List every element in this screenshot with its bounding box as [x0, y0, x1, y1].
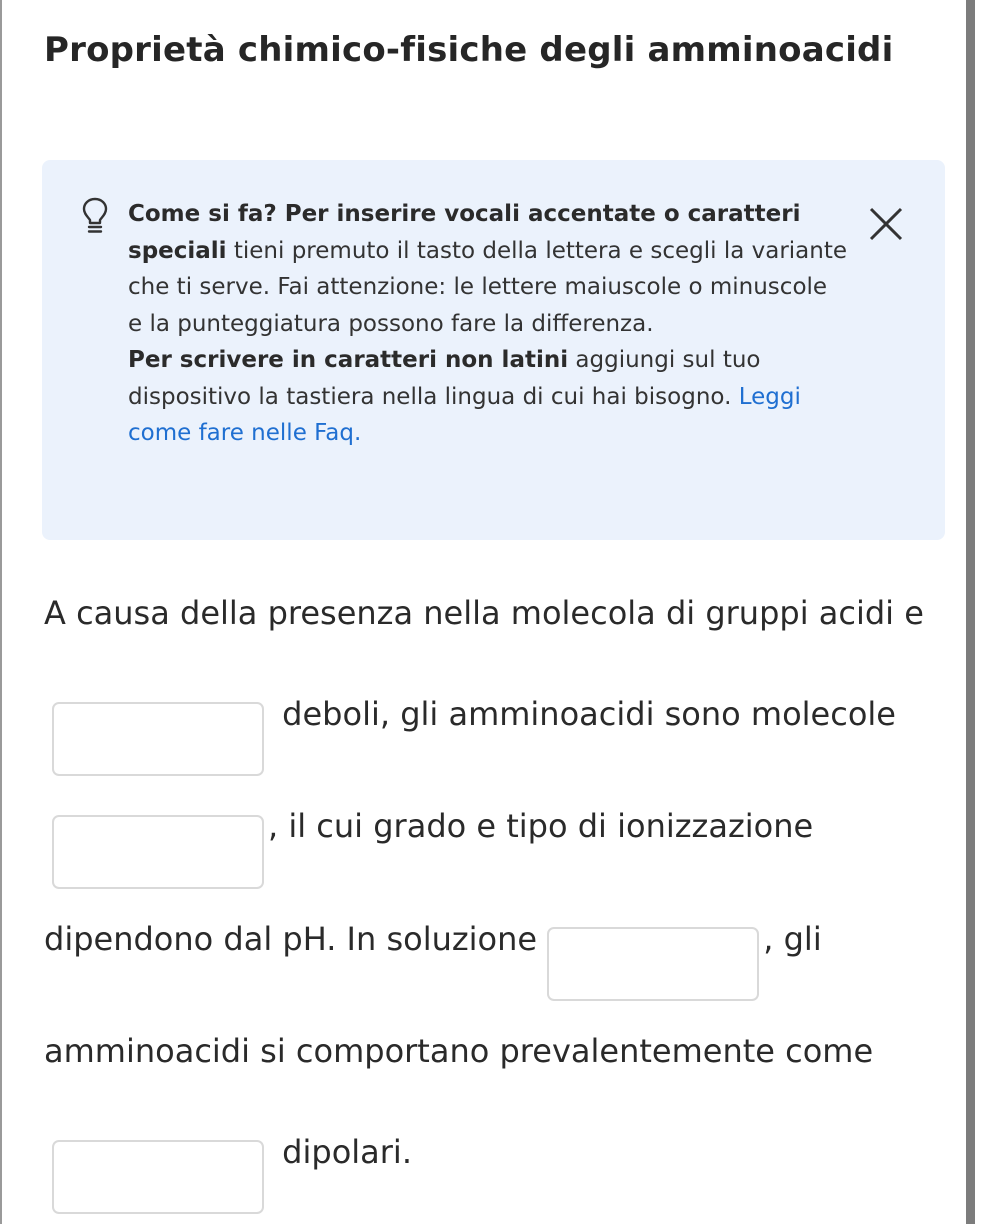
exercise-segment-4: , gli amminoacidi si comportano prevalentemente come: [44, 919, 874, 1070]
close-icon[interactable]: [862, 200, 910, 248]
faq-link[interactable]: Leggi come fare nelle Faq.: [128, 383, 801, 446]
exercise-text: [44, 563, 924, 1214]
exercise-segment-5: dipolari.: [272, 1132, 412, 1171]
page-title: Proprietà chimico-fisiche degli amminoacidi: [44, 30, 894, 70]
scrollbar[interactable]: [966, 0, 975, 1224]
lightbulb-icon: [80, 196, 110, 236]
tip-text: [128, 196, 848, 452]
exercise-segment-2: deboli, gli amminoacidi sono molecole: [272, 694, 896, 733]
exercise-segment-3: , il cui grado e tipo di ionizzazione dipendono dal pH. In soluzione: [44, 807, 814, 958]
blank-input-1[interactable]: [52, 702, 264, 776]
left-border: [0, 0, 2, 1224]
tip-heading: Come si fa? Per inserire vocali accentate o caratteri speciali: [128, 201, 801, 264]
tip-text-1: tieni premuto il tasto della lettera e scegli la variante che ti serve. Fai attenzione: le lettere maiuscole o minuscole e la punteggiatura possono fare la differenza.: [128, 237, 848, 337]
tip-bold-2: Per scrivere in caratteri non latini: [128, 347, 569, 373]
blank-input-3[interactable]: [547, 927, 759, 1001]
blank-input-2[interactable]: [52, 815, 264, 889]
tip-text-2: aggiungi sul tuo dispositivo la tastiera nella lingua di cui hai bisogno.: [128, 347, 761, 410]
blank-input-4[interactable]: [52, 1140, 264, 1214]
exercise-segment-1: A causa della presenza nella molecola di gruppi acidi e: [44, 594, 924, 632]
